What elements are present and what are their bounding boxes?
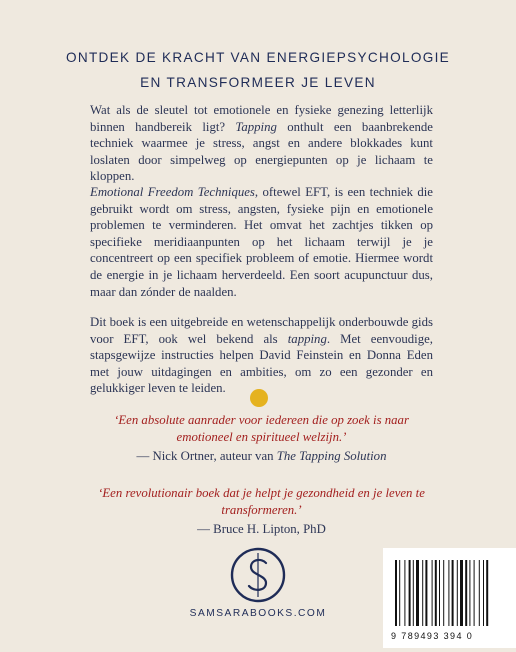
intro-emphasis: Tapping — [235, 119, 277, 134]
eft-paragraph — [90, 184, 433, 300]
quote-1-book-title: The Tapping Solution — [276, 449, 387, 463]
isbn-number: 9 789493 394 0 — [391, 631, 474, 641]
quote-1-text: ‘Een absolute aanrader voor iedereen die op zoek is naar emotioneel en spiritueel welzijn.’ — [114, 413, 409, 444]
yellow-dot-ornament — [250, 389, 268, 407]
guide-paragraph — [90, 314, 433, 397]
quote-1-author: — Nick Ortner, auteur van — [136, 449, 277, 463]
samsara-logo-icon — [229, 546, 287, 604]
guide-emphasis: tapping — [287, 331, 327, 346]
intro-text-end: onthult een baanbrekende techniek waarmee je stress, angst en andere blokkades kunt loslaten door simpelweg op energiepunten op je lichaam te kloppen. — [90, 119, 433, 184]
quote-2-text: ‘Een revolutionair boek dat je helpt je gezondheid en je leven te transformeren.’ — [98, 486, 425, 517]
isbn-barcode — [383, 548, 516, 648]
heading-line-1: ONTDEK DE KRACHT VAN ENERGIEPSYCHOLOGIE — [65, 50, 451, 65]
barcode-bars-icon — [393, 560, 511, 628]
eft-emphasis: Emotional Freedom Techniques — [90, 185, 255, 199]
guide-text-start: Dit boek is een uitgebreide en wetenschappelijk onderbouwde gids voor EFT, ook wel bekend als — [90, 315, 433, 346]
intro-paragraph — [90, 102, 433, 185]
cover-heading — [60, 45, 456, 95]
quote-1-attribution — [90, 448, 433, 465]
guide-text-end: . Met eenvoudige, stapsgewijze instructies helpen David Feinstein en Donna Eden met jouw uitdagingen en ambities, om zo een gezonder en gelukkiger leven te leiden. — [90, 331, 433, 396]
endorsement-quote-2 — [90, 485, 433, 538]
endorsement-quote-1 — [90, 412, 433, 465]
publisher-website[interactable]: SAMSARABOOKS.COM — [189, 608, 327, 619]
quote-2-attribution: — Bruce H. Lipton, PhD — [197, 522, 326, 536]
intro-text-start: Wat als de sleutel tot emotionele en fysieke genezing letterlijk binnen handbereik ligt? — [90, 103, 433, 134]
heading-line-2: EN TRANSFORMEER JE LEVEN — [140, 75, 376, 90]
eft-text: , oftewel EFT, is een techniek die gebruikt wordt om stress, angsten, fysieke pijn en emotionele problemen te verminderen. Het omvat het zachtjes tikken op specifieke meridiaanpunten op het lichaam terwijl je je concentreert op een specifiek probleem of emotie. Hiermee wordt de energie in je lichaam herverdeeld. Een soort acupunctuur dus, maar dan zónder de naalden. — [90, 185, 433, 299]
